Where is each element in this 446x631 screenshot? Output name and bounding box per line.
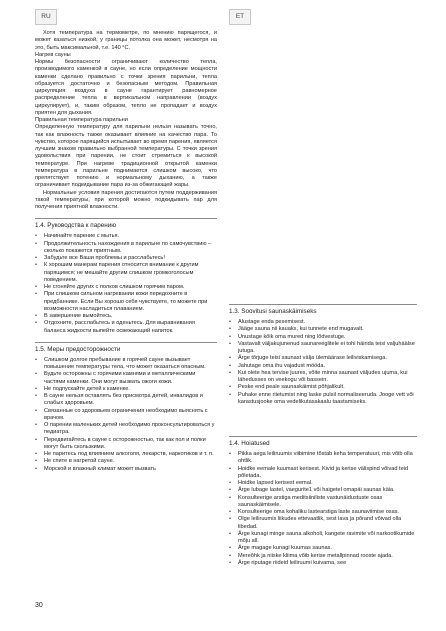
list-item: • Alustage enda pesemisest. (229, 319, 417, 326)
list-item: • Peske end peale saunaskäimist põhjalikult. (229, 384, 417, 391)
section-title-et-1-3: 1.3. Soovitusi saunaskäimiseks (229, 304, 417, 316)
list-item: • Не паритесь под влиянием алкоголя, лекарств, наркотиков и т. п. (35, 451, 217, 458)
list-item: • Не подпускайте детей к каменке. (35, 386, 217, 393)
list-item: • О парении маленьких детей необходимо проконсультироваться у педиатра. (35, 422, 217, 437)
list-item: • Vastavalt väljakujunenud saunareeglitele ei tohi häirida teisi valjuhäälse jutuga. (229, 341, 417, 356)
list-item: • Pikka aega leiliruumis viibimine tõstab keha temperatuuri, mis võib olla ohtlik. (229, 451, 417, 466)
list-item: • Не сгоняйте других с полков слишком горячим паром. (35, 284, 217, 291)
page-number: 30 (35, 602, 43, 609)
list-item: • Mereõhk ja niiske kliima võib kerise metallpinnad rooste ajada. (229, 553, 417, 560)
list-item: • Kui olete hea tervise juures, võite minna saunast väljudes ujuma, kui lähedusses on veekogu või bassein. (229, 370, 417, 385)
list-item: • Ärge kunagi minge sauna alkoholi, kangete ravimite või narkootikumide mõju all. (229, 531, 417, 546)
paragraph-thermometer: Хотя температура на термометре, по мнению парящегося, и может казаться низкой, у границы потолка она может, несмотря на это, быть максимальной, т.е. 140 °С. (35, 30, 217, 51)
paragraph-normal-conditions: Нормальные условия парения достигаются путем поддерживания такой температуры, при которой можно подкидывать пар для получения приятной влажности. (35, 189, 217, 210)
paragraph-safety-norms: Нормы безопасности ограничивают количество тепла, производимого каменкой в сауне, но если определение мощности каменки сделано правильно с точки зрения парильни, тепла образуется достаточно и безопасным методом. Правильная циркуляция воздуха в сауне гарантирует равномерное распределение тепла в вертикальном направлении (воздух циркулирует), и, таким образом, тепло не пропадает и воздух приятен для дыхания. (35, 59, 217, 116)
list-item: • Слишком долгое пребывание в горячей сауне вызывает повышение температуры тела, что может оказаться опасным. (35, 357, 217, 372)
list-item: • Забудьте все Ваши проблемы и расслабьтесь! (35, 255, 217, 262)
section-title-ru-1-5: 1.5. Меры предосторожности (35, 342, 217, 354)
language-tag-ru: RU (35, 9, 57, 25)
list-item: • Ärge lubage lastel, vaegurite1 või haigetel omapäi saunas käia. (229, 487, 417, 494)
list-item: • Отдохните, расслабьтесь и оденьтесь. Для выравнивания баланса жидкости выпейте освежающий напиток. (35, 320, 217, 335)
list-item: • Ärge magage kunagi kuumas saunas. (229, 545, 417, 552)
bullet-list-et-1-4 (229, 451, 417, 567)
section-title-ru-1-4: 1.4. Руководства к парению (35, 218, 217, 230)
list-item: • Hoidke eemale kuumast kerisest. Kivid ja kerise välispind võivad teid põletada. (229, 466, 417, 481)
list-item: • Связанные со здоровьем ограничения необходимо выяснять с врачом. (35, 408, 217, 423)
heading-sauna-heating: Нагрев сауны (35, 51, 71, 58)
list-item: • Ärge tõrjuge teisi saunast välja ülemäärase leiliviskamisega. (229, 355, 417, 362)
paragraph-temperature: Определенную температуру для парильни нельзя называть точно, так как влажность также оказывает влияние на качество пара. То чувство, которое парящийся испытывает во время парения, является лучшим знаком правильно выбранной температуры. С точки зрения удовольствия при парении, не стоит стремиться к высокой температуре. При нагреве традиционной открытой каменки температура в парильне поднимается слишком высоко, что препятствует потению и нормальному дыханию, а также ограничивает подкидывание пара из-за обжигающей жары. (35, 124, 217, 189)
heading-correct-temperature: Правильная температура парильни (35, 117, 128, 123)
list-item: • Konsulteerige oma kohaliku lastearstiga laste saunaviimise osas. (229, 509, 417, 516)
bullet-list-et-1-3 (229, 319, 417, 406)
list-item: • Unustage kõik oma mured ning lõdvestuge. (229, 334, 417, 341)
list-item: • Jääge sauna nii kauaks, kui tunnete end mugavalt. (229, 326, 417, 333)
language-tag-et: ET (229, 9, 251, 25)
list-item: • В завершение вымойтесь. (35, 313, 217, 320)
list-item: • Olge leiliruumis liikudes ettevaatlik, sest lava ja põrand võivad olla libedad. (229, 516, 417, 531)
list-item: • Не спите в нагретой сауне. (35, 458, 217, 465)
list-item: • К хорошим манерам парения относится внимание к другим парящимся; не мешайте другим слишком громкоголосым поведением. (35, 262, 217, 284)
list-item: • Морской и влажный климат может вызвать (35, 466, 217, 473)
list-item: • Hoidke lapsed kerisest eemal. (229, 480, 417, 487)
russian-column (35, 30, 217, 473)
list-item: • Продолжительность нахождения в парильне по самочувствию – сколько покажется приятным. (35, 241, 217, 256)
list-item: • Konsulteerige arstiga meditsiiniliste vastunäidustuste osas saunaskäimisele. (229, 495, 417, 510)
list-item: • Передвигайтесь в сауне с осторожностью, так как пол и полки могут быть скользкими. (35, 437, 217, 452)
estonian-column (229, 304, 417, 567)
list-item: • Ärge riputage riideid leiliruumi kuivama, see (229, 560, 417, 567)
section-title-et-1-4: 1.4. Hoiatused (229, 436, 417, 448)
bullet-list-ru-1-5 (35, 357, 217, 473)
list-item: • Jahutage oma ihu vajadust mööda. (229, 363, 417, 370)
list-item: • Будьте осторожны с горячими камнями и металлическими частями каменки. Они могут вызвать ожоги кожи. (35, 371, 217, 386)
list-item: • Puhake enne riietumist ning laske pulsil normaliseeruda. Joogе vett või karastusjooke oma vedelikutasakaalu taastamiseks. (229, 392, 417, 407)
list-item: • В сауне нельзя оставлять без присмотра детей, инвалидов и слабых здоровьем. (35, 393, 217, 408)
list-item: • Начинайте парение с мытья. (35, 233, 217, 240)
list-item: • При слишком сильном нагревании кожи передохните в предбаннике. Если Вы хорошо себя чувствуете, то можете при возможности насладиться плаванием. (35, 291, 217, 313)
bullet-list-ru-1-4 (35, 233, 217, 335)
